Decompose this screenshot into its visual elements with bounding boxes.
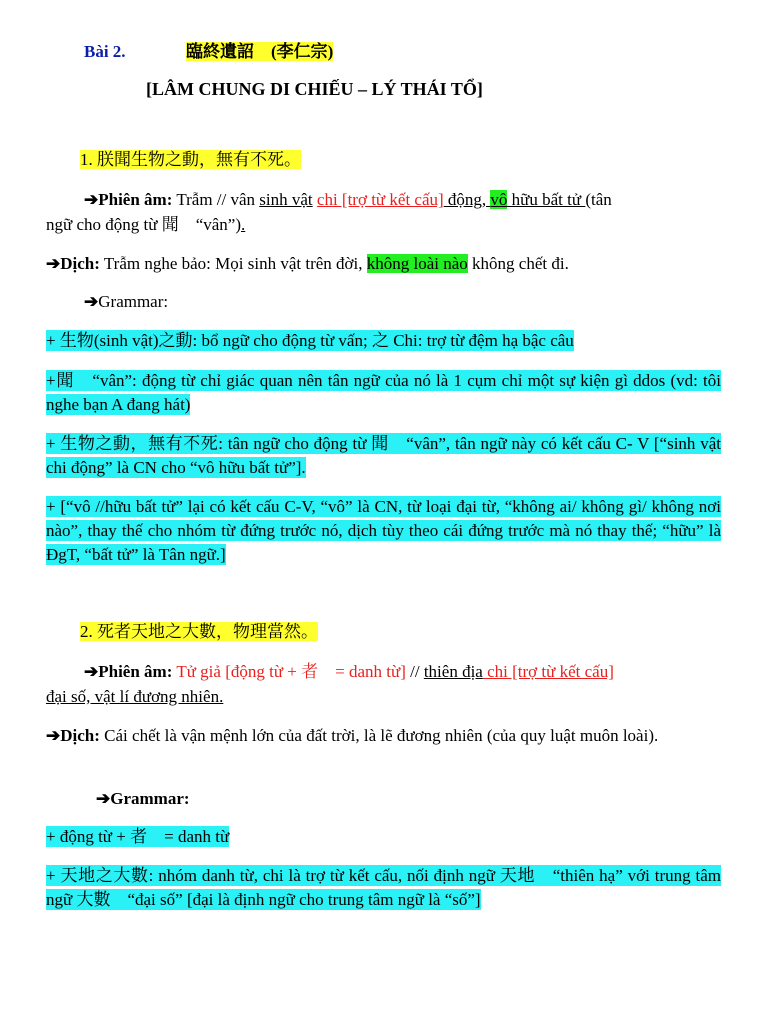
- s1-dich-a: Trẫm nghe bảo: Mọi sinh vật trên đời,: [99, 254, 367, 273]
- section2-heading: [80, 620, 318, 644]
- arrow-right-icon: ➔: [96, 789, 111, 808]
- s1-grammar-1: [46, 329, 721, 353]
- s2-grammar-2: [46, 864, 721, 912]
- section1-heading: [80, 148, 301, 172]
- s1-grammar-heading: [84, 290, 168, 314]
- s1-phien-e: vô: [490, 190, 508, 209]
- s2-grammar-heading: [96, 787, 190, 811]
- arrow-right-icon: ➔: [84, 190, 99, 209]
- s1-phien-line2-text: ngữ cho động từ 聞 “vân”): [46, 215, 241, 234]
- s1-phien-dot: .: [241, 215, 246, 234]
- s2-phien-line1: [84, 660, 614, 684]
- s1-phien-d: động,: [443, 190, 491, 209]
- s1-phien-label: Phiên âm:: [98, 190, 173, 209]
- s2-phien-c: thiên địa: [423, 662, 483, 681]
- s1-grammar-4-text: + [“vô //hữu bất tử” lại có kết cấu C-V, “vô” là CN, từ loại đại từ, “không ai/ không gì/ không nơi nào”, thay thế cho nhóm từ đứng trước nó, dịch tùy theo cái đứng trước mà nó thay thế; “hữu” là ĐgT, “bất tử” là Tân ngữ.]: [46, 497, 721, 564]
- s1-phien-b: sinh vật: [259, 190, 313, 209]
- s1-phien-f: hữu bất tử: [507, 190, 586, 209]
- han-title: [186, 40, 333, 64]
- s2-phien-line2: đại số, vật lí đương nhiên.: [46, 687, 224, 706]
- s1-phien-line1: [84, 188, 612, 212]
- s2-grammar-2-text: + 天地之大數: nhóm danh từ, chi là trợ từ kết cấu, nối định ngữ 天地 “thiên hạ” với trung tâm ngữ 大數 “đại số” [đại là định ngữ cho trung tâm ngữ là “số”]: [46, 866, 721, 909]
- lesson-number: Bài 2.: [84, 42, 126, 61]
- s2-dich-text: Cái chết là vận mệnh lớn của đất trời, là lẽ đương nhiên (của quy luật muôn loài).: [99, 726, 659, 745]
- s1-phien-g: (tân: [585, 190, 612, 209]
- s1-dich-c: không chết đi.: [467, 254, 569, 273]
- s2-dich-label: Dịch:: [60, 726, 100, 745]
- s1-grammar-2-text: +聞 “vân”: động từ chỉ giác quan nên tân ngữ của nó là 1 cụm chỉ một sự kiện gì ddos (vd: tôi nghe bạn A đang hát): [46, 371, 721, 414]
- s1-grammar-2: [46, 369, 721, 417]
- arrow-right-icon: ➔: [84, 662, 99, 681]
- section2-heading-text: 2. 死者天地之大數，物理當然。: [80, 622, 318, 641]
- s2-phien-a: Tử giả [động từ + 者 = danh từ]: [172, 662, 406, 681]
- s1-phien-c: chi [trợ từ kết cấu]: [316, 190, 444, 209]
- s2-grammar-1: [46, 825, 721, 849]
- viet-title: [LÂM CHUNG DI CHIẾU – LÝ THÁI TỔ]: [146, 79, 483, 99]
- s1-phien-a: Trẫm // vân: [172, 190, 260, 209]
- s1-dich-b: không loài nào: [366, 254, 468, 273]
- section1-heading-text: 1. 朕聞生物之動，無有不死。: [80, 150, 301, 169]
- s1-grammar-3-text: + 生物之動，無有不死: tân ngữ cho động từ 聞 “vân”, tân ngữ này có kết cấu C- V [“sinh vật chi động” là CN cho “vô hữu bất tử”].: [46, 434, 721, 477]
- s1-grammar-4: [46, 495, 721, 567]
- s2-phien-label: Phiên âm:: [98, 662, 173, 681]
- arrow-right-icon: ➔: [46, 726, 61, 745]
- arrow-right-icon: ➔: [84, 292, 99, 311]
- s2-phien-d: chi [trợ từ kết cấu]: [482, 662, 614, 681]
- arrow-right-icon: ➔: [46, 254, 61, 273]
- s2-dich: [46, 724, 721, 748]
- s2-phien-b: //: [405, 662, 424, 681]
- s1-dich-label: Dịch:: [60, 254, 100, 273]
- s1-dich: [46, 252, 569, 276]
- han-title-text: 臨終遺詔 (李仁宗): [186, 42, 334, 61]
- s1-phien-line2: [46, 213, 245, 237]
- s1-grammar-3: [46, 432, 721, 480]
- s1-grammar-label: Grammar:: [98, 292, 169, 311]
- s2-grammar-1-text: + động từ + 者 = danh từ: [46, 827, 230, 846]
- s1-grammar-1-text: + 生物(sinh vật)之動: bổ ngữ cho động từ vấn; 之 Chi: trợ từ đệm hạ bậc câu: [46, 331, 574, 350]
- s2-grammar-label: Grammar:: [110, 789, 190, 808]
